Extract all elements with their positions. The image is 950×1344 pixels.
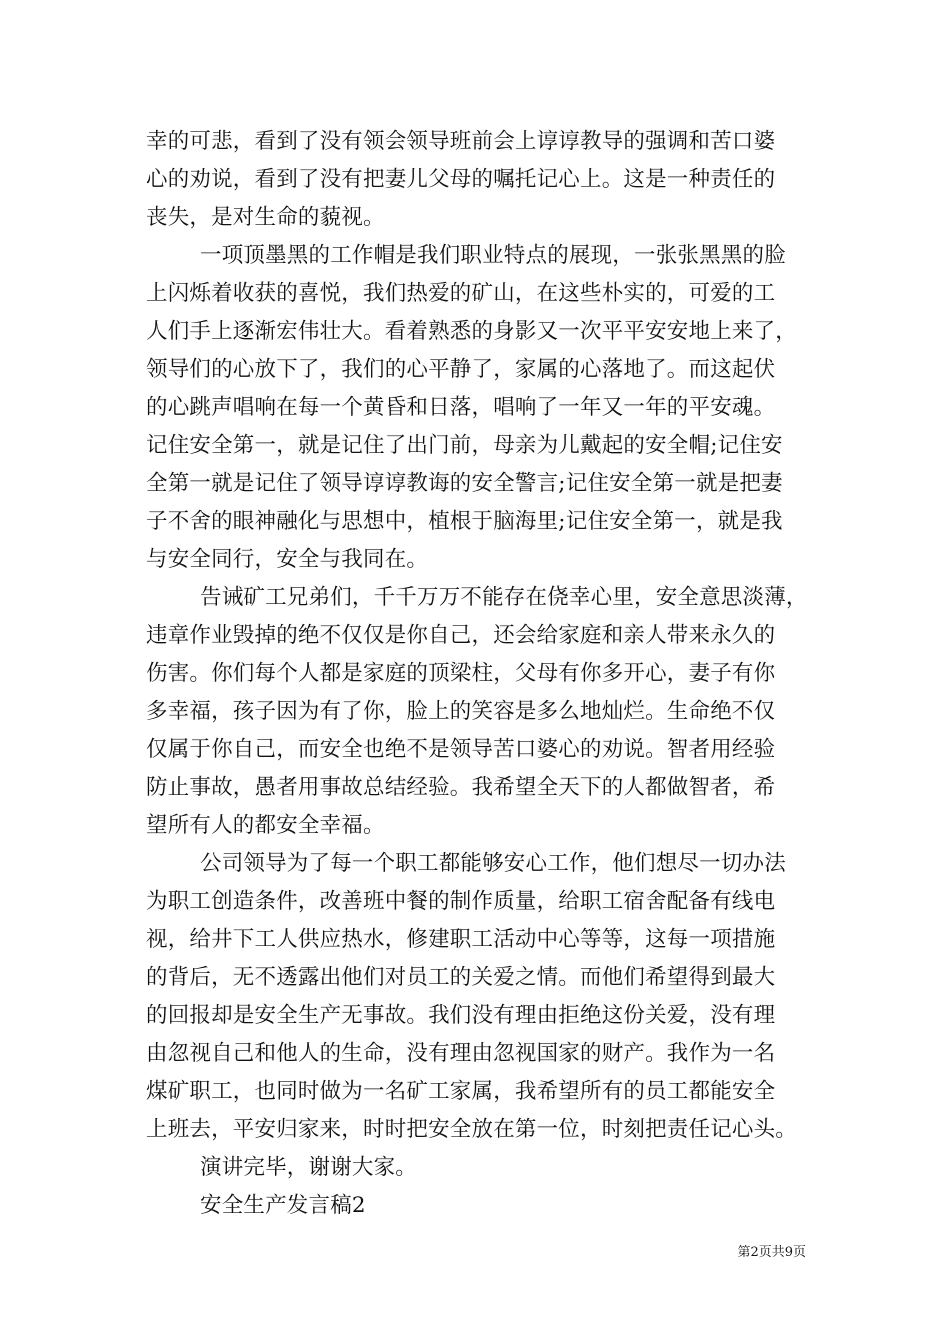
text-line: 的回报却是安全生产无事故。我们没有理由拒绝这份关爱，没有理 [146, 1003, 776, 1028]
paragraph-first-line: 一项顶墨黑的工作帽是我们职业特点的展现，一张张黑黑的脸 [200, 243, 786, 268]
text-line: 上闪烁着收获的喜悦，我们热爱的矿山，在这些朴实的，可爱的工 [146, 281, 776, 306]
text-line: 望所有人的都安全幸福。 [146, 813, 385, 838]
text-line: 心的劝说，看到了没有把妻儿父母的嘱托记心上。这是一种责任的 [146, 167, 776, 192]
text-line: 的背后，无不透露出他们对员工的关爱之情。而他们希望得到最大 [146, 965, 776, 990]
text-line: 煤矿职工，也同时做为一名矿工家属，我希望所有的员工都能安全 [146, 1079, 776, 1104]
text-line: 视，给井下工人供应热水，修建职工活动中心等等，这每一项措施 [146, 927, 776, 952]
text-line: 违章作业毁掉的绝不仅仅是你自己，还会给家庭和亲人带来永久的 [146, 623, 776, 648]
text-line: 为职工创造条件，改善班中餐的制作质量，给职工宿舍配备有线电 [146, 889, 776, 914]
text-line: 领导们的心放下了，我们的心平静了，家属的心落地了。而这起伏 [146, 357, 776, 382]
text-line: 丧失，是对生命的藐视。 [146, 205, 385, 230]
text-line: 伤害。你们每个人都是家庭的顶梁柱，父母有你多开心，妻子有你 [146, 661, 776, 686]
text-line: 幸的可悲，看到了没有领会领导班前会上谆谆教导的强调和苦口婆 [146, 129, 776, 154]
text-line: 多幸福，孩子因为有了你，脸上的笑容是多么地灿烂。生命绝不仅 [146, 699, 776, 724]
closing-line: 演讲完毕，谢谢大家。 [200, 1155, 418, 1180]
text-line: 全第一就是记住了领导谆谆教诲的安全警言;记住安全第一就是把妻 [146, 471, 783, 496]
section-heading: 安全生产发言稿2 [200, 1193, 366, 1218]
text-line: 与安全同行，安全与我同在。 [146, 547, 429, 572]
text-line: 记住安全第一，就是记住了出门前，母亲为儿戴起的安全帽;记住安 [146, 433, 783, 458]
text-line: 人们手上逐渐宏伟壮大。看着熟悉的身影又一次平平安安地上来了， [146, 319, 798, 344]
text-line: 防止事故，愚者用事故总结经验。我希望全天下的人都做智者，希 [146, 775, 776, 800]
text-line: 子不舍的眼神融化与思想中，植根于脑海里;记住安全第一，就是我 [146, 509, 783, 534]
page-number: 第2页共9页 [737, 1245, 806, 1260]
paragraph-first-line: 告诫矿工兄弟们，千千万万不能存在侥幸心里，安全意思淡薄， [200, 585, 808, 610]
text-line: 上班去，平安归家来，时时把安全放在第一位，时刻把责任记心头。 [146, 1117, 798, 1142]
text-line: 由忽视自己和他人的生命，没有理由忽视国家的财产。我作为一名 [146, 1041, 776, 1066]
text-line: 的心跳声唱响在每一个黄昏和日落，唱响了一年又一年的平安魂。 [146, 395, 776, 420]
text-line: 仅属于你自己，而安全也绝不是领导苦口婆心的劝说。智者用经验 [146, 737, 776, 762]
paragraph-first-line: 公司领导为了每一个职工都能够安心工作，他们想尽一切办法 [200, 851, 786, 876]
